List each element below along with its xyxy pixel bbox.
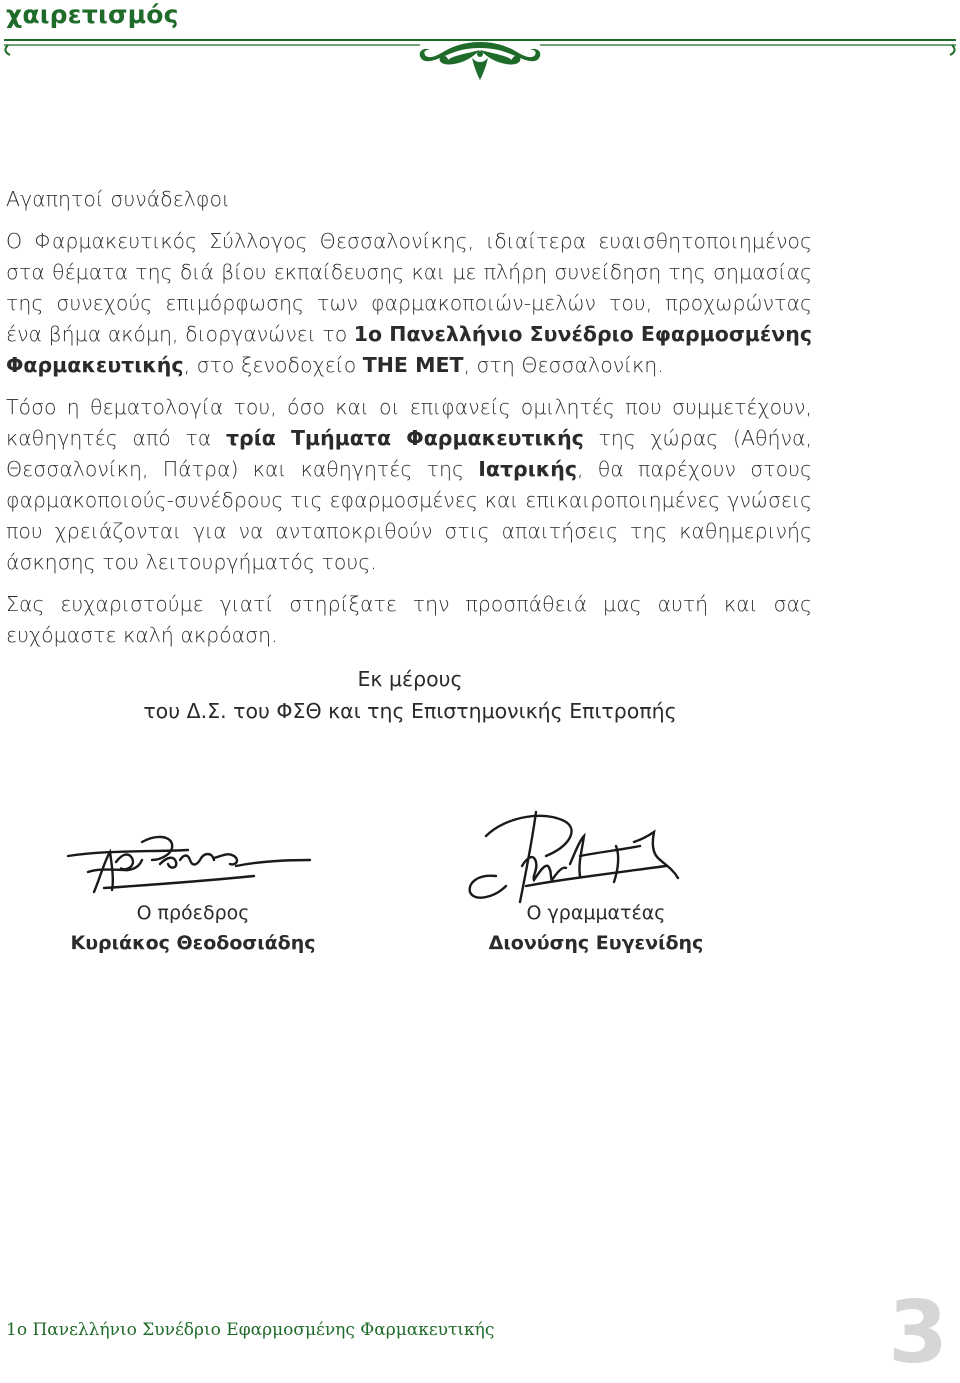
salutation: Αγαπητοί συνάδελφοι [6, 187, 230, 211]
congress-name: 1ο Πανελλήνιο Συνέδριο Εφαρμοσμένης Φαρμακευτικής [6, 322, 812, 377]
president-role: Ο πρόεδρος [136, 902, 250, 924]
letter-body [6, 184, 812, 662]
paragraph-topics: Τόσο η θεματολογία του, όσο και οι επιφανείς ομιλητές που συμμετέχουν, καθηγητές από τα τρία Τμήματα Φαρμακευτικής της χώρας (Αθήνα, Θεσσαλονίκη, Πάτρα) και καθηγητές της Ιατρικής, θα παρέχουν στους φαρμακοποιούς-συνέδρους τις εφαρμοσμένες και επικαιροποιημένες γνώσεις που χρειάζονται για να ανταποκριθούν στις απαιτήσεις της καθημερινής άσκησης του λειτουργήματός τους. [6, 395, 813, 574]
page-title: χαιρετισμός [6, 0, 179, 29]
page-number: 3 [888, 1283, 948, 1383]
secretary-name: Διονύσης Ευγενίδης [488, 932, 704, 954]
pharmacy-departments: τρία Τμήματα Φαρμακευτικής [225, 426, 584, 450]
closing-block [0, 663, 820, 727]
closing-line-2: του Δ.Σ. του ΦΣΘ και της Επιστημονικής Επιτροπής [143, 699, 677, 723]
footer-congress-title: 1ο Πανελλήνιο Συνέδριο Εφαρμοσμένης Φαρμακευτικής [6, 1320, 495, 1340]
signature-secretary [466, 806, 686, 910]
president-name: Κυριάκος Θεοδοσιάδης [70, 932, 316, 954]
medicine: Ιατρικής [478, 457, 578, 481]
leaf-ornament-icon [420, 42, 541, 80]
paragraph-thanks: Σας ευχαριστούμε γιατί στηρίξατε την προσπάθειά μας αυτή και σας ευχόμαστε καλή ακρόαση. [6, 592, 812, 647]
closing-line-1: Εκ μέρους [357, 667, 463, 691]
ornamental-divider [0, 36, 960, 84]
paragraph-intro: Ο Φαρμακευτικός Σύλλογος Θεσσαλονίκης, ιδιαίτερα ευαισθητοποιημένος στα θέματα της διά βίου εκπαίδευσης και με πλήρη συνείδηση της σημασίας της συνεχούς επιμόρφωσης των φαρμακοποιών-μελών του, προχωρώντας ένα βήμα ακόμη, διοργανώνει το 1ο Πανελλήνιο Συνέδριο Εφαρμοσμένης Φαρμακευτικής, στο ξενοδοχείο THE MET, στη Θεσσαλονίκη. [6, 229, 812, 377]
secretary-role: Ο γραμματέας [526, 902, 666, 924]
signature-president [64, 832, 314, 902]
hotel-name: THE MET [362, 353, 464, 377]
